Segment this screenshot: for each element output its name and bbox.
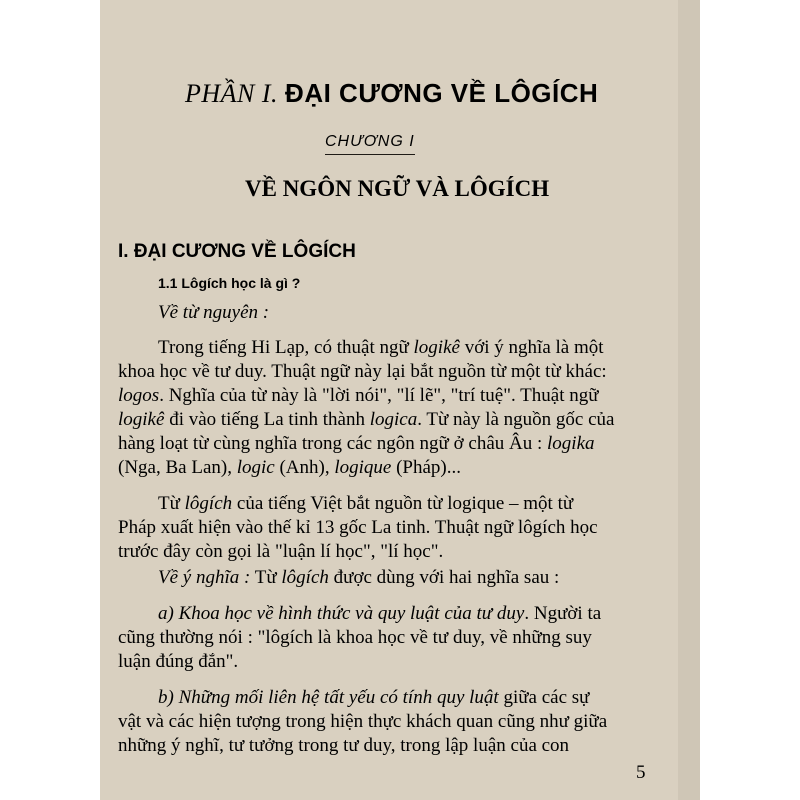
paragraph-line: Từ lôgích của tiếng Việt bắt nguồn từ logique – một từ <box>158 493 574 514</box>
paragraph-line: Pháp xuất hiện vào thế kỉ 13 gốc La tinh. Thuật ngữ lôgích học <box>118 517 598 538</box>
paragraph-line: logikê đi vào tiếng La tinh thành logica. Từ này là nguồn gốc của <box>118 409 615 430</box>
paragraph-line: logos. Nghĩa của từ này là "lời nói", "lí lẽ", "trí tuệ". Thuật ngữ <box>118 385 599 406</box>
paragraph-line: khoa học về tư duy. Thuật ngữ này lại bắt nguồn từ một từ khác: <box>118 361 607 382</box>
meaning-label: Về ý nghĩa : <box>158 567 251 588</box>
meaning-b-line: b) Những mối liên hệ tất yếu có tính quy luật giữa các sự <box>158 687 590 708</box>
paragraph-line: (Nga, Ba Lan), logic (Anh), logique (Pháp)... <box>118 457 462 478</box>
section-heading: I. ĐẠI CƯƠNG VỀ LÔGÍCH <box>118 241 356 262</box>
part-heading <box>185 78 598 109</box>
part-prefix: PHẦN I. <box>185 79 279 108</box>
part-title: ĐẠI CƯƠNG VỀ LÔGÍCH <box>285 78 599 108</box>
chapter-label: CHƯƠNG I <box>325 133 415 150</box>
chapter-title: VỀ NGÔN NGỮ VÀ LÔGÍCH <box>245 176 550 201</box>
meaning-line: Về ý nghĩa : Từ lôgích được dùng với hai nghĩa sau : <box>158 567 560 588</box>
paragraph-line: hàng loạt từ cùng nghĩa trong các ngôn ngữ ở châu Âu : logika <box>118 433 595 454</box>
meaning-b-line: những ý nghĩ, tư tưởng trong tư duy, trong lập luận của con <box>118 735 570 756</box>
meaning-a-line: luận đúng đắn". <box>118 651 239 672</box>
chapter-underline <box>325 154 415 155</box>
paragraph-line: trước đây còn gọi là "luận lí học", "lí học". <box>118 541 444 562</box>
meaning-a-line: a) Khoa học về hình thức và quy luật của tư duy. Người ta <box>158 603 602 624</box>
paragraph-line: Trong tiếng Hi Lạp, có thuật ngữ logikê với ý nghĩa là một <box>158 337 604 358</box>
page-number: 5 <box>636 762 646 783</box>
meaning-a-line: cũng thường nói : "lôgích là khoa học về tư duy, về những suy <box>118 627 592 648</box>
meaning-b-line: vật và các hiện tượng trong hiện thực khách quan cũng như giữa <box>118 711 608 732</box>
page-edge-shadow <box>678 0 700 800</box>
etymology-label: Về từ nguyên : <box>158 302 270 323</box>
subsection-heading: 1.1 Lôgích học là gì ? <box>158 275 301 291</box>
